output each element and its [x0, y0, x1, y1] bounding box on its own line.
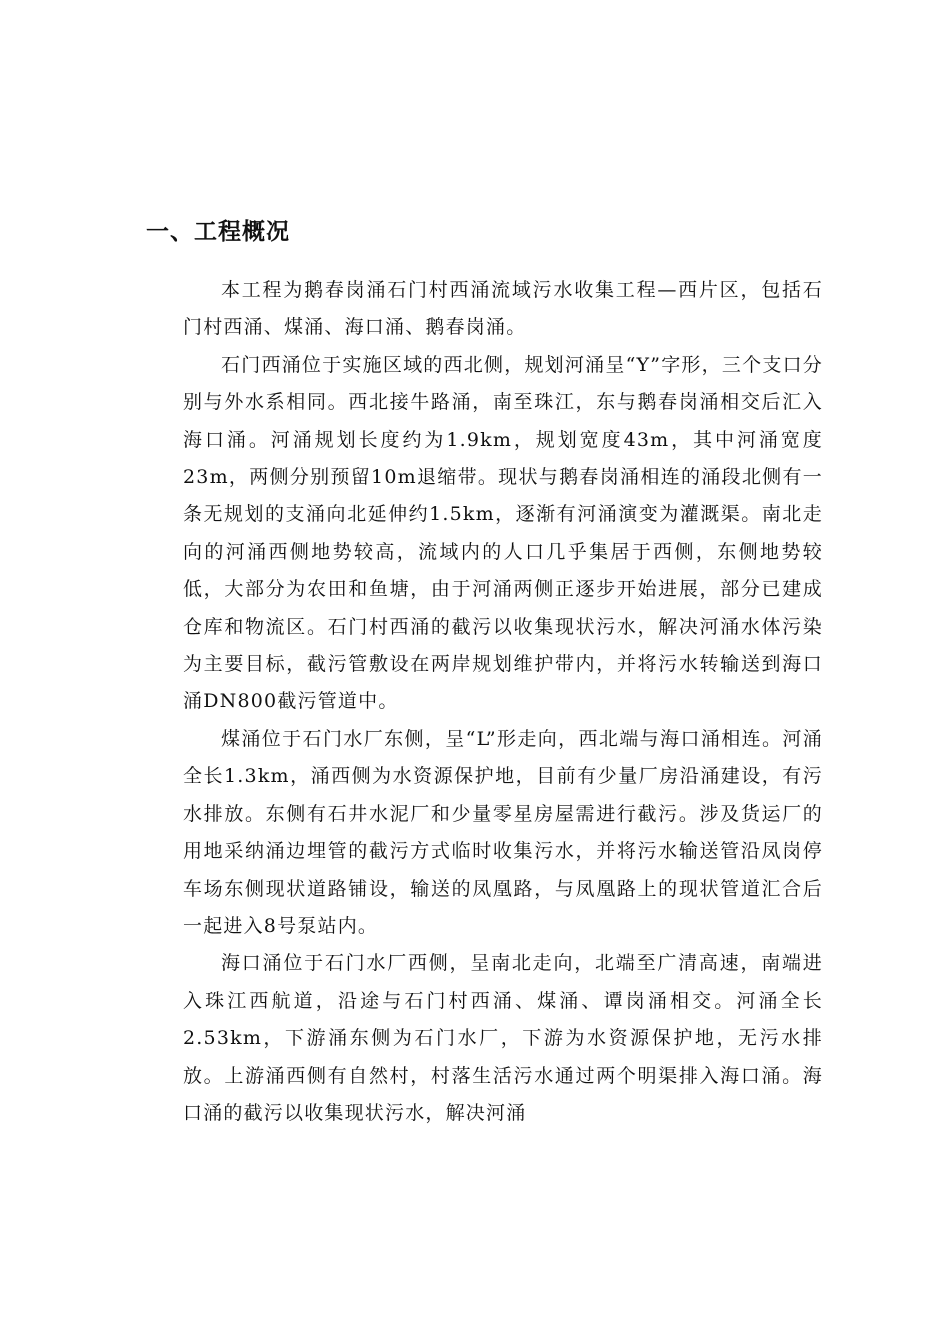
paragraph-haikou-creek: 海口涌位于石门水厂西侧，呈南北走向，北端至广清高速，南端进入珠江西航道，沿途与石门村西涌、煤涌、谭岗涌相交。河涌全长2.53km，下游涌东侧为石门水厂，下游为水资源保护地，无污水排放。上游涌西侧有自然村，村落生活污水通过两个明渠排入海口涌。海口涌的截污以收集现状污水，解决河涌	[183, 952, 823, 1124]
paragraph-mei-creek: 煤涌位于石门水厂东侧，呈“L”形走向，西北端与海口涌相连。河涌全长1.3km，涌西侧为水资源保护地，目前有少量厂房沿涌建设，有污水排放。东侧有石井水泥厂和少量零星房屋需进行截污。涉及货运厂的用地采纳涌边埋管的截污方式临时收集污水，并将污水输送管沿凤岗停车场东侧现状道路铺设，输送的凤凰路，与凤凰路上的现状管道汇合后一起进入8号泵站内。	[183, 727, 823, 937]
paragraph-project-scope: 本工程为鹅春岗涌石门村西涌流域污水收集工程—西片区，包括石门村西涌、煤涌、海口涌、鹅春岗涌。	[183, 279, 823, 339]
body-text	[183, 272, 823, 1132]
section-heading: 一、工程概况	[146, 219, 290, 245]
paragraph-shimen-west-creek: 石门西涌位于实施区域的西北侧，规划河涌呈“Y”字形，三个支口分别与外水系相同。西北接牛路涌，南至珠江，东与鹅春岗涌相交后汇入海口涌。河涌规划长度约为1.9km，规划宽度43m，其中河涌宽度23m，两侧分别预留10m退缩带。现状与鹅春岗涌相连的涌段北侧有一条无规划的支涌向北延伸约1.5km，逐渐有河涌演变为灌溉渠。南北走向的河涌西侧地势较高，流域内的人口几乎集居于西侧，东侧地势较低，大部分为农田和鱼塘，由于河涌两侧正逐步开始进展，部分已建成仓库和物流区。石门村西涌的截污以收集现状污水，解决河涌水体污染为主要目标，截污管敷设在两岸规划维护带内，并将污水转输送到海口涌DN800截污管道中。	[183, 353, 823, 713]
